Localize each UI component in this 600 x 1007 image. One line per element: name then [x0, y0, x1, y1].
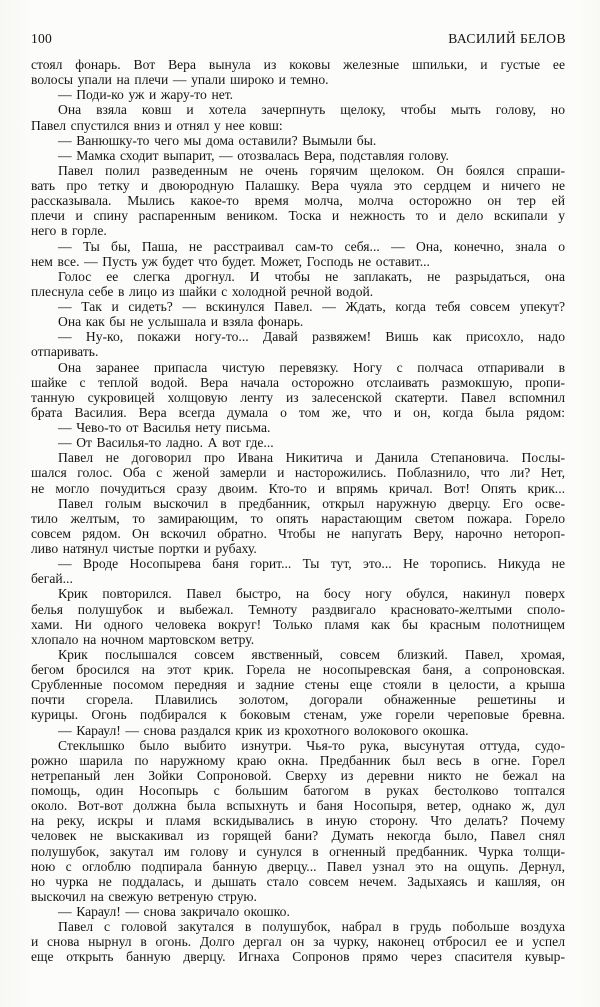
text-line: — Ты бы, Паша, не расстраивал сам-то себя... — Она, конечно, знала о: [58, 238, 565, 254]
text-line: — Ну-ко, покажи ногу-то... Давай развяжем! Вишь как присохло, надо: [58, 329, 565, 345]
text-line: Павел голым выскочил в предбанник, открыл наружную дверцу. Его осве-: [58, 495, 565, 511]
paragraph: [31, 723, 565, 738]
text-line: бегом бросился на этот крик. Горела не носопыревская баня, а сопроновская.: [31, 662, 565, 677]
paragraph: [31, 647, 565, 723]
paragraph: [31, 102, 565, 132]
text-line: — Вроде Носопырева баня горит... Ты тут, это... Не торопись. Никуда не: [58, 556, 565, 572]
text-line: Стеклышко было выбито изнутри. Чья-то рука, высунутая оттуда, судо-: [58, 737, 565, 753]
paragraph: [31, 360, 565, 421]
paragraph: [31, 496, 565, 557]
text-line: Павел с головой закутался в полушубок, набрал в грудь побольше воздуха: [58, 919, 565, 935]
paragraph: [31, 133, 565, 148]
paragraph: [31, 738, 565, 904]
text-line: Крик послышался совсем явственный, совсем близкий. Павел, хромая,: [58, 646, 565, 662]
paragraph: [31, 556, 565, 586]
text-line: брата Василия. Вера всегда думала о том же, что и он, когда была рядом:: [31, 404, 565, 420]
paragraph: [31, 435, 565, 450]
text-line: отпаривать.: [31, 344, 99, 360]
text-line: плечи и спину распаренным веником. Тоска и нежность то и дело вскипали у: [31, 208, 565, 224]
running-title-author: ВАСИЛИЙ БЕЛОВ: [448, 31, 566, 46]
text-line: белья полушубок и выбежал. Темноту раздвигало красновато-желтыми споло-: [31, 601, 565, 617]
page-number: 100: [31, 31, 52, 46]
text-line: помощь, один Носопырь с большим батогом в руках бестолково топтался: [31, 783, 565, 798]
text-line: — От Василья-то ладно. А вот где...: [58, 435, 274, 451]
paragraph: [31, 314, 565, 329]
paragraph: [31, 904, 565, 919]
text-line: — Ванюшку-то чего мы дома оставили? Вымыли бы.: [58, 132, 377, 148]
text-line: плеснула себе в лицо из шайки с холодной речной водой.: [31, 283, 374, 299]
text-line: — Так и сидеть? — вскинулся Павел. — Ждать, когда тебя совсем упекут?: [58, 299, 565, 314]
text-line: Павел полил разведенным не очень горячим щелоком. Он боялся спраши-: [58, 162, 565, 178]
text-line: бегай...: [31, 571, 73, 587]
text-line: шался голос. Оба с женой замерли и насторожились. Поблазнило, что ли? Нет,: [31, 465, 565, 481]
text-line: еще открыть банную дверцу. Игнаха Сопронов прямо через спасителя кувыр-: [31, 949, 565, 965]
text-line: тило желтым, то замирающим, то опять нарастающим светом пожара. Горело: [31, 510, 565, 526]
text-line: танную сукровицей холщовую ленту из залесенской скатерти. Павел вспомнил: [31, 389, 565, 405]
paragraph: [31, 299, 565, 314]
text-line: — Чево-то от Василья нету письма.: [58, 420, 271, 435]
paragraph: [31, 239, 565, 269]
text-line: стоял фонарь. Вот Вера вынула из коковы железные шпильки, и густые ее: [31, 57, 565, 72]
text-line: но чурка не поддалась, и дышать стало совсем нечем. Задыхаясь и кашляя, он: [31, 873, 565, 889]
text-line: человек не выскакивал из горящей бани? Думать некогда было, Павел снял: [31, 828, 565, 844]
text-line: около. Вот-вот должна была вспыхнуть и баня Носопыря, ветер, однако ж, дул: [31, 798, 565, 814]
text-line: рожно шарила по наружному краю окна. Предбанник был весь в огне. Горел: [31, 752, 565, 768]
paragraph: [31, 87, 565, 102]
text-line: Павел спустился вниз и отнял у нее ковш:: [31, 117, 283, 133]
paragraph: [31, 450, 565, 495]
text-line: Она как бы не услышала и взяла фонарь.: [58, 314, 304, 330]
paragraph: [31, 269, 565, 299]
paragraph: [31, 919, 565, 964]
paragraph: [31, 163, 565, 239]
text-line: него в горле.: [31, 223, 107, 239]
text-line: Она взяла ковш и хотела зачерпнуть щелоку, чтобы мыть голову, но: [58, 102, 565, 118]
running-header: [31, 32, 566, 46]
text-line: нем все. — Пусть уж будет что будет. Может, Господь не оставит...: [31, 253, 430, 269]
text-line: хлопало на ночном мартовском ветру.: [31, 631, 255, 647]
text-line: не могло почудиться сразу двоим. Кто-то и впрямь кричал. Вот! Опять крик...: [31, 480, 565, 496]
text-line: волосы упали на плечи — упали широко и темно.: [31, 72, 329, 88]
text-line: — Мамка сходит выпарит, — отозвалась Вера, подставляя голову.: [58, 147, 449, 163]
text-line: Крик повторился. Павел быстро, на босу ногу обулся, накинул поверх: [58, 586, 565, 602]
text-line: на реку, искры и пламя вскидывались в иную сторону. Что делать? Почему: [31, 813, 565, 829]
text-line: Она заранее припасла чистую перевязку. Ногу с полчаса отпаривали в: [58, 359, 565, 375]
text-line: выскочил на свежую ветреную струю.: [31, 888, 257, 904]
paragraph: [31, 148, 565, 163]
page-text: [31, 57, 565, 965]
text-line: совсем рядом. Он вскочил обратно. Чтобы не напугать Веру, нарочно нетороп-: [31, 525, 565, 541]
paragraph: [31, 586, 565, 647]
text-line: Павел не договорил про Ивана Никитича и Данила Степановича. Послы-: [58, 450, 565, 466]
text-line: — Караул! — снова раздался крик из крохотного волокового окошка.: [58, 722, 469, 738]
text-line: ною с оглоблю подпирала банную дверцу... Павел узнал это на ощупь. Дернул,: [31, 858, 565, 874]
paragraph: [31, 329, 565, 359]
text-line: Голос ее слегка дрогнул. И чтобы не заплакать, не разрыдаться, она: [58, 268, 565, 284]
text-line: нетрепаный лен Зойки Сопроновой. Сверху из деревни никто не бежал на: [31, 767, 565, 783]
text-line: хами. Ни одного человека вокруг! Только пламя как бы красным полотнищем: [31, 616, 565, 632]
text-line: Срубленные посомом передняя и задние стены еще стояли в целости, а крыша: [31, 677, 565, 693]
text-line: вать про тетку и двоюродную Палашку. Вера чуяла это сердцем и ничего не: [31, 178, 565, 193]
text-line: почти сгорела. Плавились золотом, догорали обнаженные решетины и: [31, 692, 565, 708]
text-line: курицы. Огонь подбирался к боковым стенам, уже горели череповые бревна.: [31, 707, 565, 723]
text-line: полушубок, закутал им голову и сунулся в огненный предбанник. Чурка толщи-: [31, 843, 565, 859]
paragraph: [31, 420, 565, 435]
text-line: ливо натянул чистые портки и рубаху.: [31, 541, 257, 556]
paragraph: [31, 57, 565, 87]
text-line: шайке с теплой водой. Вера начала осторожно отслаивать размокшую, пропи-: [31, 374, 565, 390]
text-line: рассказывала. Мылись какое-то время молча, молча осторожно он тер ей: [31, 193, 565, 209]
text-line: — Караул! — снова закричало окошко.: [58, 904, 290, 919]
text-line: и снова нырнул в огонь. Долго дергал он за чурку, наконец отбросил ее и успел: [31, 934, 565, 950]
text-line: — Поди-ко уж и жару-то нет.: [58, 87, 234, 103]
